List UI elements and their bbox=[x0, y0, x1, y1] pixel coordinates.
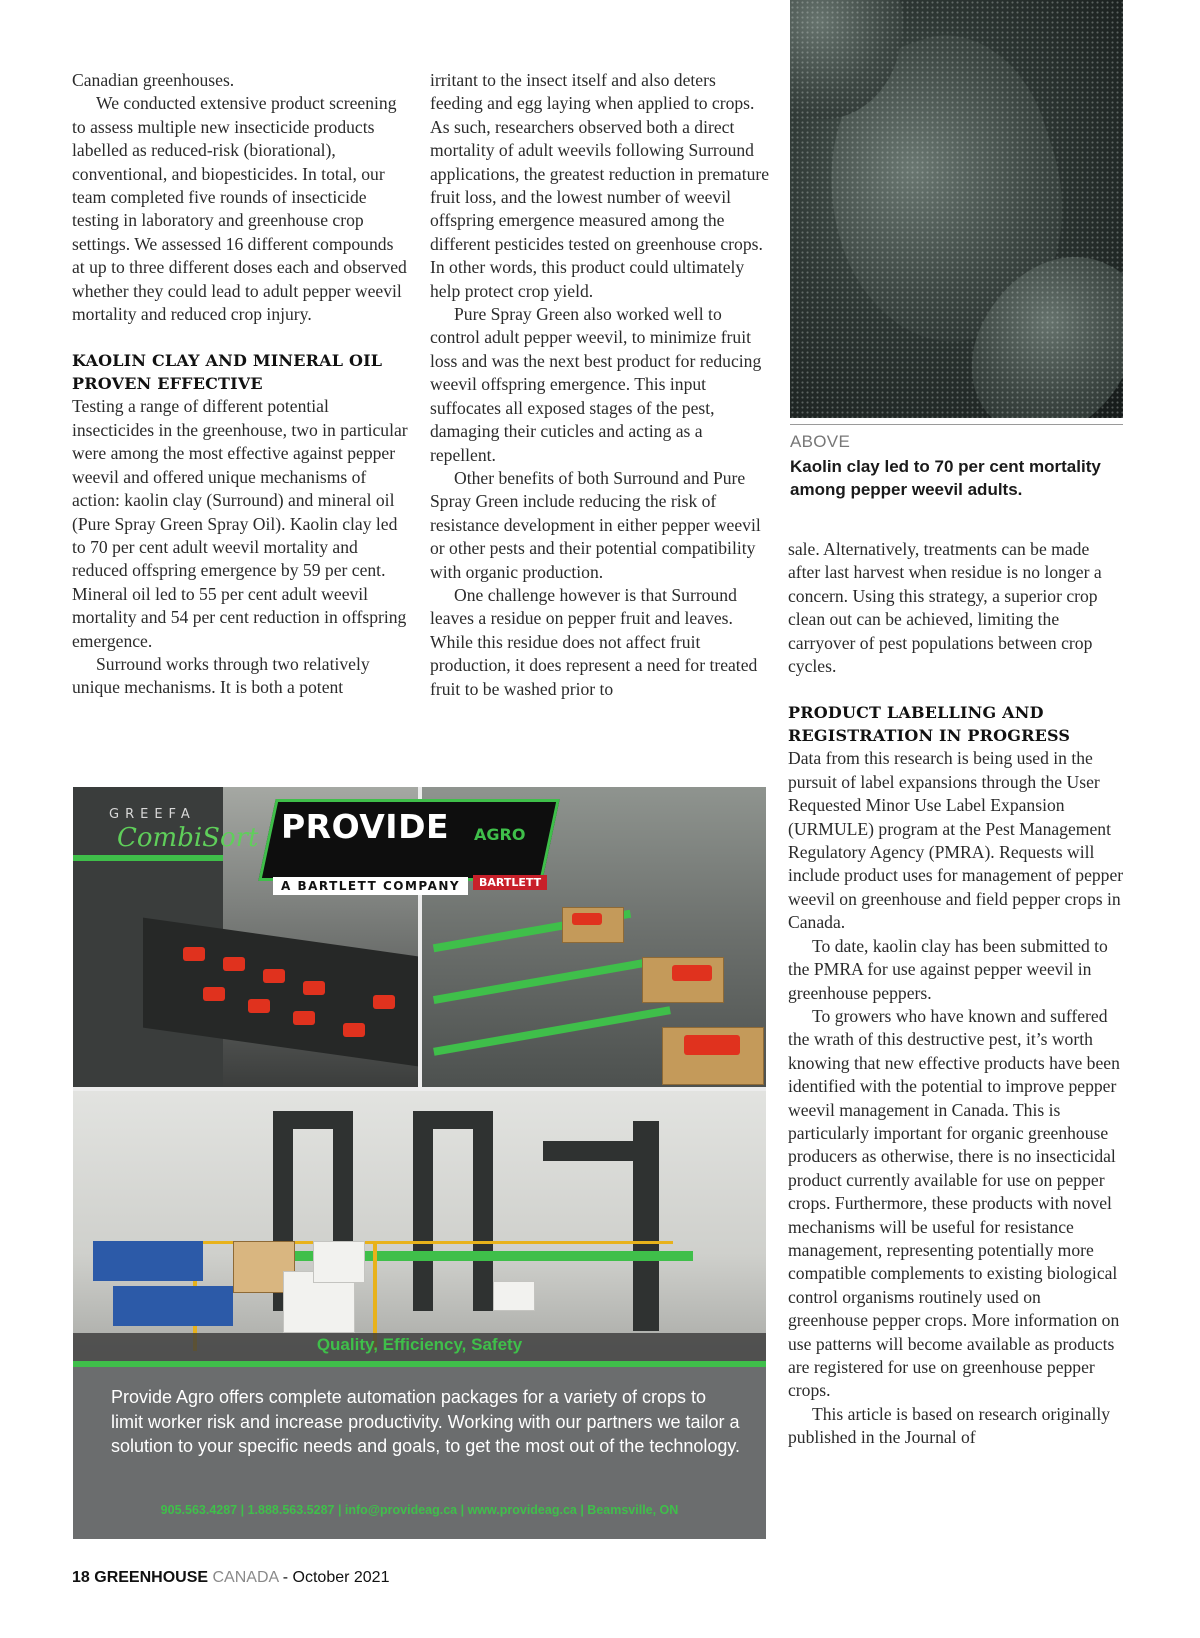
paragraph: One challenge however is that Surround leaves a residue on pepper fruit and leaves. While this residue does not affect fruit production, it does represent a need for treated fruit to be washed prior to bbox=[430, 584, 758, 699]
green-conveyor bbox=[433, 958, 651, 1004]
blue-pallet-stack bbox=[93, 1241, 203, 1281]
caption-kicker: ABOVE bbox=[790, 432, 851, 451]
magazine-name-suffix: CANADA bbox=[212, 1569, 279, 1586]
issue-date: - October 2021 bbox=[282, 1569, 390, 1586]
article-column-3 bbox=[788, 538, 1124, 1450]
paragraph: To growers who have known and suffered the wrath of this destructive pest, it’s worth knowing that new effective products have been identified with the potential to improve pepper weevil management in Canada. This is particularly important for organic greenhouse producers as otherwise, there is no insecticidal product currently available for use on pepper crops. Furthermore, these products with novel mechanisms will be useful for resistance management, representing potentially more compatible complements to existing biological control organisms routinely used on greenhouse pepper crops. More information on use patterns will become available as products are registered for use on greenhouse pepper crops. bbox=[788, 1005, 1120, 1401]
ad-contact-info[interactable]: 905.563.4287 | 1.888.563.5287 | info@provideag.ca | www.provideag.ca | Beamsville, ON bbox=[160, 1503, 679, 1517]
blue-pallet-stack bbox=[113, 1286, 233, 1326]
red-pepper bbox=[263, 969, 285, 983]
red-pepper bbox=[572, 913, 602, 925]
magazine-name: GREENHOUSE bbox=[94, 1569, 209, 1586]
palletizer-column bbox=[473, 1111, 493, 1311]
red-pepper bbox=[373, 995, 395, 1009]
section-heading: PRODUCT LABELLING AND REGISTRATION IN PROGRESS bbox=[788, 703, 1071, 746]
photo-caption: Kaolin clay led to 70 per cent mortality among pepper weevil adults. bbox=[790, 457, 1101, 499]
paragraph: Testing a range of different potential insecticides in the greenhouse, two in particular were among the most effective against pepper weevil and offered unique mechanisms of action: kaolin clay (Surround) and mineral oil (Pure Spray Green Spray Oil). Kaolin clay led to 70 per cent adult weevil mortality and reduced offspring emergence by 59 per cent. Mineral oil led to 55 per cent adult weevil mortality and 54 per cent reduction in offspring emergence. bbox=[72, 396, 408, 651]
provide-agro-logo: PROVIDE bbox=[281, 807, 450, 846]
caption-divider bbox=[790, 424, 1123, 425]
paragraph: Surround works through two relatively unique mechanisms. It is both a potent bbox=[72, 653, 370, 698]
green-conveyor bbox=[433, 1006, 671, 1056]
palletizer-column bbox=[413, 1111, 433, 1311]
paragraph: sale. Alternatively, treatments can be made after last harvest when residue is no longer a concern. Using this strategy, a superior crop clean out can be achieved, limiting the carryover of pest populations between crop cycles. bbox=[788, 539, 1102, 677]
palletizer-photo bbox=[73, 1091, 766, 1361]
paragraph: To date, kaolin clay has been submitted to the PMRA for use against pepper weevil in greenhouse peppers. bbox=[788, 935, 1108, 1003]
kaolin-residue-texture bbox=[790, 0, 1123, 418]
green-trim bbox=[73, 855, 223, 861]
section-heading: KAOLIN CLAY AND MINERAL OIL PROVEN EFFECTIVE bbox=[72, 351, 383, 394]
red-pepper bbox=[672, 965, 712, 981]
paragraph: Canadian greenhouses. bbox=[72, 70, 235, 90]
pepper-leaf-photo bbox=[790, 0, 1123, 418]
article-column-2 bbox=[430, 69, 770, 701]
paragraph: This article is based on research originally published in the Journal of bbox=[788, 1403, 1111, 1448]
bartlett-badge: BARTLETT bbox=[473, 875, 547, 890]
paragraph: Other benefits of both Surround and Pure Spray Green include reducing the risk of resistance development in either pepper weevil or other pests and their potential compatibility with organic production. bbox=[430, 467, 761, 582]
red-pepper bbox=[203, 987, 225, 1001]
control-panel bbox=[493, 1281, 535, 1311]
red-pepper bbox=[684, 1035, 740, 1055]
red-pepper bbox=[223, 957, 245, 971]
robot-arm bbox=[543, 1141, 653, 1161]
white-box-stack bbox=[313, 1241, 365, 1283]
red-pepper bbox=[303, 981, 325, 995]
ad-body-text: Provide Agro offers complete automation packages for a variety of crops to limit worker risk and increase productivity. Working with our partners we tailor a solution to your specific needs and goals, to get the most out of the technology. bbox=[111, 1387, 741, 1456]
provide-agro-advertisement[interactable] bbox=[73, 787, 766, 1539]
paragraph: We conducted extensive product screening to assess multiple new insecticide products labelled as reduced-risk (biorational), conventional, and biopesticides. In total, our team completed five rounds of insecticide testing in laboratory and greenhouse crop settings. We assessed 16 different compounds at up to three different doses each and observed whether they could lead to adult pepper weevil mortality and reduced crop injury. bbox=[72, 93, 407, 325]
article-column-1 bbox=[72, 69, 408, 700]
palletizer-beam bbox=[273, 1111, 353, 1129]
palletizer-beam bbox=[413, 1111, 493, 1129]
red-pepper bbox=[343, 1023, 365, 1037]
provide-agro-logo-sub: AGRO bbox=[474, 825, 526, 844]
combisort-label: CombiSort bbox=[117, 823, 259, 853]
paragraph: irritant to the insect itself and also deters feeding and egg laying when applied to crops. As such, researchers observed both a direct mortality of adult weevils following Surround applications, the greatest reduction in premature fruit loss, and the lowest number of weevil offspring emergence measured among the different pesticides tested on greenhouse crops. In other words, this product could ultimately help protect crop yield. bbox=[430, 70, 770, 301]
page-number: 18 bbox=[72, 1569, 90, 1586]
page-footer bbox=[72, 1569, 389, 1587]
paragraph: Pure Spray Green also worked well to control adult pepper weevil, to minimize fruit loss and was the next best product for reducing weevil offspring emergence. This input suffocates all exposed stages of the pest, damaging their cuticles and acting as a repellent. bbox=[430, 304, 762, 465]
red-pepper bbox=[183, 947, 205, 961]
red-pepper bbox=[293, 1011, 315, 1025]
greefa-label: GREEFA bbox=[109, 807, 196, 822]
bartlett-company-label: A BARTLETT COMPANY bbox=[273, 877, 468, 895]
red-pepper bbox=[248, 999, 270, 1013]
ad-tagline: Quality, Efficiency, Safety bbox=[316, 1335, 523, 1354]
paragraph: Data from this research is being used in the pursuit of label expansions through the User Requested Minor Use Label Expansion (URMULE) program at the Pest Management Regulatory Agency (PMRA). Requests will include product uses for management of pepper weevil on greenhouse and field pepper crops in Canada. bbox=[788, 748, 1124, 933]
